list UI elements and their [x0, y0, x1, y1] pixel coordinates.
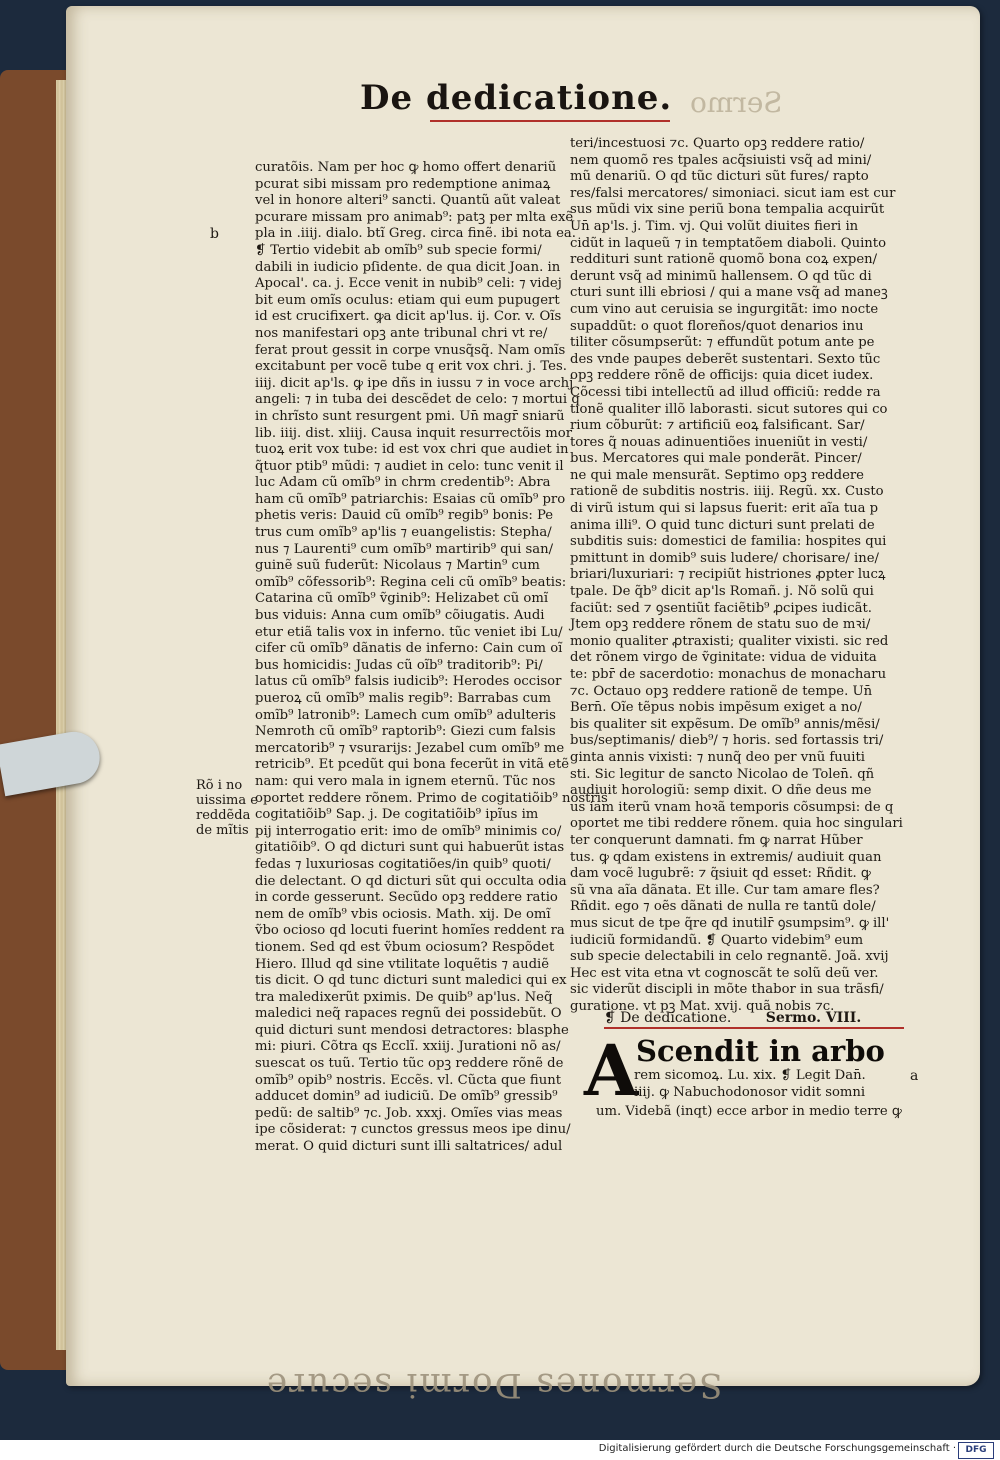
text-line: pla in .iiij. dialo. btĩ Greg. circa finẽ. ibi nota ea.	[255, 226, 576, 242]
text-line: derunt vsq̃ ad minimũ hallensem. O qd tũc di	[570, 268, 872, 284]
right-text-column	[570, 136, 903, 1015]
text-line: te: pbr̄ de sacerdotio: monachus de monacharu	[570, 667, 887, 682]
text-line: vel in honore alteri⁹ sancti. Quantũ aũt valeat	[255, 193, 561, 209]
text-line: us iam iterũ vnam hoꝛã temporis cõsumpsi: de q	[570, 799, 894, 815]
text-line: iiij. dicit ap'ls. ꝙ ipe dñs in iussu ⁊ in voce archj	[255, 375, 574, 391]
text-line: tuoꝝ erit vox tube: id est vox chri que audiet in	[255, 442, 569, 458]
text-line: ❡ Tertio videbit ab omĩb⁹ sub specie formi/	[255, 242, 542, 258]
margin-note-line: uissima e	[196, 793, 258, 808]
text-line: phetis veris: Dauid cũ omĩb⁹ regib⁹ bonis: Pe	[255, 508, 554, 524]
text-line: luc Adam cũ omĩb⁹ in chrm credentib⁹: Abra	[255, 475, 551, 491]
text-line: di virũ istum qui si lapsus fuerit: erit aĩa tua p	[570, 501, 879, 517]
text-line: pedũ: de saltib⁹ ⁊c. Job. xxxj. Omĩes vias meas	[255, 1105, 563, 1121]
margin-letter-right: a	[910, 1068, 919, 1084]
text-line: bus. Mercatores qui male ponderãt. Pincer/	[570, 451, 862, 467]
text-line: cogitatiõib⁹ Sap. j. De cogitatiõib⁹ ipĩus im	[255, 807, 539, 823]
text-line: quid dicturi sunt mendosi detractores: blasphe	[255, 1022, 569, 1038]
show-through-heading: Sermo	[690, 86, 783, 119]
text-line: lib. iiij. dist. xliij. Causa inquit resurrectõis mor	[255, 425, 573, 441]
text-line: ter conquerunt damnati. fm ꝙ narrat Hũber	[570, 832, 863, 848]
margin-note-line: Rõ i no	[196, 778, 243, 793]
text-line: maledici neq̃ rapaces regnũ dei possidebũt. O	[255, 1006, 562, 1022]
text-line: Bern̄. Oĩe tẽpus nobis impẽsum exiget a no/	[570, 700, 862, 716]
text-line: monio qualiter ꝓtraxisti; qualiter vixisti. sic red	[570, 633, 889, 649]
text-line: gitatiõib⁹. O qd dicturi sunt qui habuerũt istas	[255, 840, 565, 856]
text-line: ferat prout gessit in corpe vnusq̃sq̃. Nam omĩs	[255, 342, 566, 358]
text-line: ⁊c. Octauo opꝫ reddere rationẽ de tempe. Un̄	[570, 683, 873, 699]
text-line: pcurat sibi missam pro redemptione animaꝝ	[255, 176, 551, 192]
text-line: sus mũdi vix sine periũ bona tempalia acquirũt	[570, 202, 885, 218]
text-line: etur etiã talis vox in inferno. tũc veniet ibi Lu/	[255, 624, 563, 640]
text-line: omĩb⁹ cõfessorib⁹: Regina celi cũ omĩb⁹ beatis:	[255, 574, 567, 590]
text-line: id est crucifixert. ꝙa dicit ap'lus. ij. Cor. v. Oĩs	[255, 309, 562, 325]
text-line: nem de omĩb⁹ vbis ociosis. Math. xij. De omĩ	[255, 906, 551, 922]
text-line: audiuit horologiũ: semp dixit. O dñe deus me	[570, 783, 872, 799]
text-line: opꝫ reddere rõnẽ de officijs: quia dicet iudex.	[570, 368, 874, 384]
text-line: tiliter cõsumpserũt: ⁊ effundũt potum ante pe	[570, 335, 875, 351]
sermon-opening-lines	[634, 1068, 904, 1101]
text-line: ṽbo ocioso qd locuti fuerint homĩes reddent ra	[255, 923, 565, 939]
text-line: omĩb⁹ opib⁹ nostris. Eccẽs. vl. Cũcta que fiunt	[255, 1072, 562, 1088]
text-line: tores q̃ nouas adinuentiões inueniũt in vesti/	[570, 434, 868, 450]
text-line: bus viduis: Anna cum omĩb⁹ cõiugatis. Audi	[255, 608, 545, 624]
text-line: guinẽ suũ fuderũt: Nicolaus ⁊ Martin⁹ cum	[255, 558, 540, 574]
text-line: reddituri sunt rationẽ quomõ bona coꝝ expen/	[570, 252, 878, 268]
sermon-rule	[604, 1027, 904, 1029]
footer-credit: Digitalisierung gefördert durch die Deutsche Forschungsgemeinschaft ·	[598, 1443, 956, 1454]
text-line: latus cũ omĩb⁹ falsis iudicib⁹: Herodes occisor	[255, 674, 562, 690]
text-line: omĩb⁹ latronib⁹: Lamech cum omĩb⁹ adulteris	[255, 707, 556, 723]
text-line: Hiero. Illud qd sine vtilitate loquẽtis ⁊ audiẽ	[255, 956, 550, 972]
text-line: faciũt: sed ⁊ ꝯsentiũt faciẽtib⁹ ꝓcipes iudicãt.	[570, 600, 872, 616]
text-line: rem sicomoꝝ. Lu. xix. ❡ Legit Dan̄.	[634, 1068, 866, 1083]
text-line: pmittunt in domib⁹ suis ludere/ chorisare/ ine/	[570, 550, 879, 566]
text-line: guratione. vt pꝫ Mat. xvij. quã nobis ⁊c.	[570, 998, 835, 1014]
text-line: rium cõburũt: ⁊ artificiũ eoꝝ falsificant. Sar/	[570, 418, 865, 434]
text-line: Nemroth cũ omĩb⁹ raptorib⁹: Giezi cum falsis	[255, 724, 556, 740]
margin-note-line: reddẽda	[196, 808, 251, 823]
text-line: die delectant. O qd dicturi sũt qui occulta odia	[255, 873, 567, 889]
text-line: iudiciũ formidandũ. ❡ Quarto videbim⁹ eum	[570, 932, 864, 948]
text-line: sti. Sic legitur de sancto Nicolao de Tolen̄. qñ	[570, 766, 875, 782]
text-line: teri/incestuosi ⁊c. Quarto opꝫ reddere ratio/	[570, 136, 865, 151]
text-line: merat. O quid dicturi sunt illi saltatrices/ adul	[255, 1139, 563, 1155]
text-line: fedas ⁊ luxuriosas cogitatiões/in quib⁹ quoti/	[255, 856, 551, 872]
text-line: sic viderũt discipli in mõte thabor in sua trãsfi/	[570, 982, 884, 998]
text-line: ipe cõsiderat: ⁊ cunctos gressus meos ipe dinu/	[255, 1122, 571, 1138]
text-line: briari/luxuriari: ⁊ recipiũt histriones ꝓpter lucꝝ	[570, 567, 886, 583]
text-line: mus sicut de tpe q̃re qd inutilr̄ ꝯsumpsim⁹. ꝙ ill'	[570, 915, 890, 931]
text-line: retricib⁹. Et pcedũt qui bona fecerũt in vitã etẽ	[255, 757, 570, 773]
text-line: tis dicit. O qd tunc dicturi sunt maledici qui ex	[255, 973, 567, 989]
text-line: anima illi⁹. O quid tunc dicturi sunt prelati de	[570, 517, 875, 533]
text-line: mũ denariũ. O qd tũc dicturi sũt fures/ rapto	[570, 169, 869, 185]
text-line: suescat os tuũ. Tertio tũc opꝫ reddere rõnẽ de	[255, 1056, 564, 1072]
text-line: bus/septimanis/ dieb⁹/ ⁊ horis. sed fortassis tri/	[570, 733, 884, 749]
text-line: adducet domin⁹ ad iudiciũ. De omĩb⁹ gressib⁹	[255, 1089, 558, 1105]
sermon-heading	[604, 1010, 861, 1026]
left-text-column	[255, 160, 608, 1156]
text-line: res/falsi mercatores/ simoniaci. sicut iam est cur	[570, 185, 896, 201]
sermon-incipit: Scendit in arbo	[636, 1034, 885, 1068]
text-line: in corde gesserunt. Secũdo opꝫ reddere ratio	[255, 890, 558, 906]
text-line: bit eum omĩs oculus: etiam qui eum pupugert	[255, 292, 560, 308]
text-line: rationẽ de subditis nostris. iiij. Regũ. xx. Custo	[570, 484, 884, 500]
text-line: tus. ꝙ qdam existens in extremis/ audiuit quan	[570, 849, 882, 865]
text-line: Un̄ ap'ls. j. Tim. vj. Qui volũt diuites fieri in	[570, 218, 859, 234]
text-line: bus homicidis: Judas cũ oĩb⁹ traditorib⁹: Pi/	[255, 657, 543, 673]
text-line: cifer cũ omĩb⁹ dãnatis de inferno: Cain cum oĩ	[255, 641, 563, 657]
text-line: ne qui male mensurãt. Septimo opꝫ reddere	[570, 467, 864, 483]
text-line: oportet reddere rõnem. Primo de cogitatiõib⁹ nostris	[255, 790, 608, 806]
text-line: nus ⁊ Laurenti⁹ cum omĩb⁹ martirib⁹ qui san/	[255, 541, 554, 557]
text-line: nam: qui vero mala in ignem eternũ. Tũc nos	[255, 773, 556, 789]
show-through-footer-title: Sermones Dormi secure	[265, 1365, 723, 1405]
sermon-last-line: um. Videbã (inqt) ecce arbor in medio terre ꝙ	[596, 1104, 902, 1119]
text-line: sũ vna aĩa dãnata. Et ille. Cur tam amare fles?	[570, 882, 880, 898]
text-line: bis qualiter sit expẽsum. De omĩb⁹ annis/mẽsi/	[570, 716, 880, 732]
text-line: pij interrogatio erit: imo de omĩb⁹ minimis co/	[255, 823, 562, 839]
text-line: dam vocẽ lugubrẽ: ⁊ q̃siuit qd esset: Rñdit. ꝙ	[570, 866, 871, 882]
page-heading: De dedicatione.	[360, 78, 673, 118]
text-line: oportet me tibi reddere rõnem. quia hoc singulari	[570, 816, 903, 832]
heading-rule	[430, 120, 670, 122]
text-line: des vnde paupes deberẽt sustentari. Sexto tũc	[570, 351, 881, 367]
text-line: in chrĩsto sunt resurgent pmi. Un̄ magr̄ sniarũ	[255, 408, 565, 424]
text-line: ginta annis vixisti: ⁊ nunq̃ deo per vnũ fuuiti	[570, 749, 865, 765]
text-line: dabili in iudicio pſidente. de qua dicit Joan. in	[255, 259, 561, 275]
margin-note	[196, 778, 258, 838]
text-line: nem quomõ res tpales acq̃siuisti vsq̃ ad mini/	[570, 152, 872, 168]
text-line: Catarina cũ omĩb⁹ ṽginib⁹: Helizabet cũ omĩ	[255, 591, 549, 607]
text-line: subditis suis: domestici de familia: hospites qui	[570, 534, 887, 550]
text-line: Rñdit. ego ⁊ oẽs dãnati de nulla re tantũ dole/	[570, 899, 876, 915]
text-line: Apocal'. ca. j. Ecce venit in nubib⁹ celi: ⁊ videj	[255, 276, 562, 292]
sermon-heading-label: ❡ De dedicatione.	[604, 1010, 732, 1026]
text-line: curatõis. Nam per hoc ꝙ homo offert denariũ	[255, 160, 557, 175]
dfg-logo: DFG	[958, 1442, 994, 1459]
text-line: ham cũ omĩb⁹ patriarchis: Esaias cũ omĩb⁹ pro	[255, 491, 566, 507]
footer-bar	[0, 1440, 1000, 1460]
text-line: iiij. ꝙ Nabuchodonosor vidit somni	[634, 1084, 866, 1100]
text-line: excitabunt per vocẽ tube q erit vox chri. j. Tes.	[255, 359, 567, 375]
margin-letter-left: b	[210, 226, 219, 242]
text-line: tionem. Sed qd est ṽbum ociosum? Respõdet	[255, 939, 555, 955]
text-line: nos manifestari opꝫ ante tribunal chri vt re/	[255, 325, 548, 341]
text-line: pcurare missam pro animab⁹: patꝫ per mlta exẽ	[255, 209, 574, 225]
text-line: Hec est vita etna vt cognoscãt te solũ deũ ver.	[570, 965, 879, 981]
sermon-number: Sermo. VIII.	[765, 1010, 862, 1026]
text-line: sub specie delectabili in celo regnantẽ. Joã. xvij	[570, 949, 889, 965]
text-line: cum vino aut ceruisia se ingurgitãt: imo nocte	[570, 301, 879, 317]
text-line: Cõcessi tibi intellectũ ad illud officiũ: redde ra	[570, 384, 881, 400]
text-line: mercatorib⁹ ⁊ vsurarijs: Jezabel cum omĩb⁹ me	[255, 740, 565, 756]
decorated-initial: A	[584, 1029, 639, 1112]
text-line: det rõnem virgo de ṽginitate: vidua de viduita	[570, 650, 877, 666]
text-line: pueroꝝ cũ omĩb⁹ malis regib⁹: Barrabas cum	[255, 691, 552, 706]
text-line: angeli: ⁊ in tuba dei descẽdet de celo: ⁊ mortui q	[255, 392, 580, 408]
margin-note-line: de mĩtis	[196, 823, 249, 838]
text-line: Jtem opꝫ reddere rõnem de statu suo de mꝛi/	[570, 617, 871, 633]
text-line: trus cum omĩb⁹ ap'lis ⁊ euangelistis: Stepha/	[255, 525, 552, 541]
text-line: tpale. De q̃b⁹ dicit ap'ls Romañ. j. Nõ solũ qui	[570, 584, 874, 600]
text-line: tra maledixerũt pximis. De quib⁹ ap'lus. Neq̃	[255, 989, 553, 1005]
text-line: cidũt in laqueũ ⁊ in temptatõem diaboli. Quinto	[570, 235, 887, 251]
text-line: tionẽ qualiter illõ laborasti. sicut sutores qui co	[570, 401, 888, 417]
text-line: q̃tuor ptib⁹ mũdi: ⁊ audiet in celo: tunc venit il	[255, 458, 564, 474]
text-line: mi: piuri. Cõtra qs Ecclĩ. xxiij. Jurationi nõ as/	[255, 1039, 561, 1055]
text-line: cturi sunt illi ebriosi / qui a mane vsq̃ ad maneꝫ	[570, 285, 888, 301]
text-line: supaddũt: o quot floreños/quot denarios inu	[570, 318, 864, 334]
